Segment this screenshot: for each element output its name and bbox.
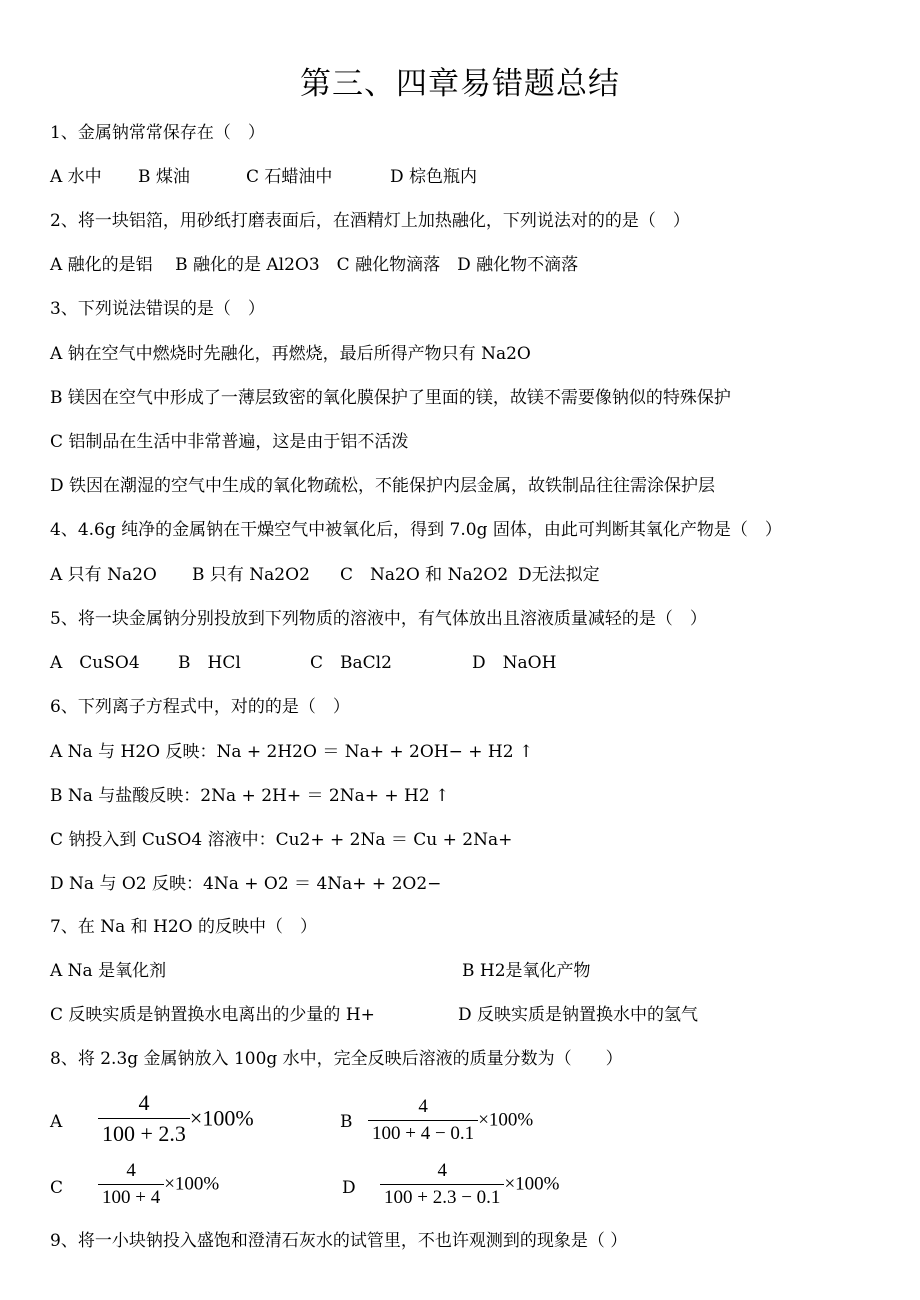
- q7-option-b: B H2是氧化产物: [462, 961, 591, 981]
- q8-option-c-formula: [98, 1160, 219, 1209]
- q6-option-b: B Na 与盐酸反映：2Na + 2H+ ＝ 2Na+ + H2 ↑: [50, 786, 450, 806]
- q7-option-a: A Na 是氧化剂: [50, 961, 167, 981]
- q5-option-a: A CuSO4: [50, 653, 140, 673]
- q8-option-a-label: A: [50, 1112, 63, 1132]
- question-7-stem: 7、在 Na 和 H2O 的反映中（ ）: [50, 917, 318, 937]
- question-4-stem: 4、4.6g 纯净的金属钠在干燥空气中被氧化后，得到 7.0g 固体，由此可判断其氧化产物是（ ）: [50, 520, 782, 540]
- q8-a-fraction: [98, 1090, 190, 1147]
- q8-b-multiplier: ×100%: [478, 1109, 534, 1131]
- q8-d-fraction: [380, 1160, 504, 1209]
- q5-option-d: D NaOH: [472, 653, 557, 673]
- q6-option-d: D Na 与 O2 反映：4Na + O2 ＝ 4Na+ + 2O2−: [50, 874, 442, 894]
- q3-option-d: D 铁因在潮湿的空气中生成的氧化物疏松，不能保护内层金属，故铁制品往往需涂保护层: [50, 476, 716, 496]
- q7-option-d: D 反映实质是钠置换水中的氢气: [458, 1005, 699, 1025]
- q8-option-b-formula: [368, 1096, 533, 1145]
- q8-option-d-label: D: [342, 1178, 356, 1198]
- q6-option-c: C 钠投入到 CuSO4 溶液中：Cu2+ + 2Na ＝ Cu + 2Na+: [50, 830, 513, 850]
- q8-c-numerator: 4: [126, 1160, 136, 1181]
- q8-b-fraction: [368, 1096, 478, 1145]
- q8-c-fraction: [98, 1160, 164, 1209]
- question-6-stem: 6、下列离子方程式中，对的的是（ ）: [50, 697, 350, 717]
- q8-c-multiplier: ×100%: [164, 1173, 220, 1195]
- q4-option-c: C Na2O 和 Na2O2: [340, 565, 509, 585]
- q1-option-c: C 石蜡油中: [246, 167, 333, 187]
- q8-b-denominator: 100 + 4 − 0.1: [368, 1120, 478, 1145]
- q7-option-c: C 反映实质是钠置换水电离出的少量的 H+: [50, 1005, 375, 1025]
- q8-d-denominator: 100 + 2.3 − 0.1: [380, 1184, 504, 1209]
- q3-option-a: A 钠在空气中燃烧时先融化，再燃烧，最后所得产物只有 Na2O: [50, 344, 531, 364]
- q2-options: A 融化的是铝 B 融化的是 Al2O3 C 融化物滴落 D 融化物不滴落: [50, 255, 579, 275]
- q8-option-a-formula: [98, 1090, 254, 1147]
- q4-option-a: A 只有 Na2O: [50, 565, 157, 585]
- question-3-stem: 3、下列说法错误的是（ ）: [50, 299, 265, 319]
- q4-option-b: B 只有 Na2O2: [192, 565, 310, 585]
- q3-option-b: B 镁因在空气中形成了一薄层致密的氧化膜保护了里面的镁，故镁不需要像钠似的特殊保护: [50, 388, 731, 408]
- q3-option-c: C 铝制品在生活中非常普遍，这是由于铝不活泼: [50, 432, 409, 452]
- q8-d-numerator: 4: [437, 1160, 447, 1181]
- question-2-stem: 2、将一块铝箔，用砂纸打磨表面后，在酒精灯上加热融化，下列说法对的的是（ ）: [50, 211, 690, 231]
- q8-option-d-formula: [380, 1160, 559, 1209]
- q8-d-multiplier: ×100%: [504, 1173, 560, 1195]
- q8-a-numerator: 4: [138, 1090, 150, 1115]
- q8-c-denominator: 100 + 4: [98, 1184, 164, 1209]
- question-9-stem: 9、将一小块钠投入盛饱和澄清石灰水的试管里，不也许观测到的现象是（ ）: [50, 1231, 628, 1251]
- q8-a-multiplier: ×100%: [189, 1105, 254, 1131]
- question-8-stem: 8、将 2.3g 金属钠放入 100g 水中，完全反映后溶液的质量分数为（ ）: [50, 1049, 623, 1069]
- q8-option-b-label: B: [340, 1112, 353, 1132]
- q1-option-d: D 棕色瓶内: [390, 167, 478, 187]
- q4-option-d: D无法拟定: [518, 565, 600, 585]
- page-title: 第三、四章易错题总结: [300, 66, 620, 102]
- q5-option-b: B HCl: [178, 653, 241, 673]
- q6-option-a: A Na 与 H2O 反映：Na + 2H2O ＝ Na+ + 2OH− + H2 ↑: [50, 742, 534, 762]
- question-1-stem: 1、金属钠常常保存在（ ）: [50, 123, 265, 143]
- q8-a-denominator: 100 + 2.3: [98, 1118, 190, 1147]
- q5-option-c: C BaCl2: [310, 653, 392, 673]
- q8-b-numerator: 4: [418, 1096, 428, 1117]
- q1-option-a: A 水中: [50, 167, 102, 187]
- q1-option-b: B 煤油: [138, 167, 190, 187]
- q8-option-c-label: C: [50, 1178, 64, 1198]
- question-5-stem: 5、将一块金属钠分别投放到下列物质的溶液中，有气体放出且溶液质量减轻的是（ ）: [50, 609, 707, 629]
